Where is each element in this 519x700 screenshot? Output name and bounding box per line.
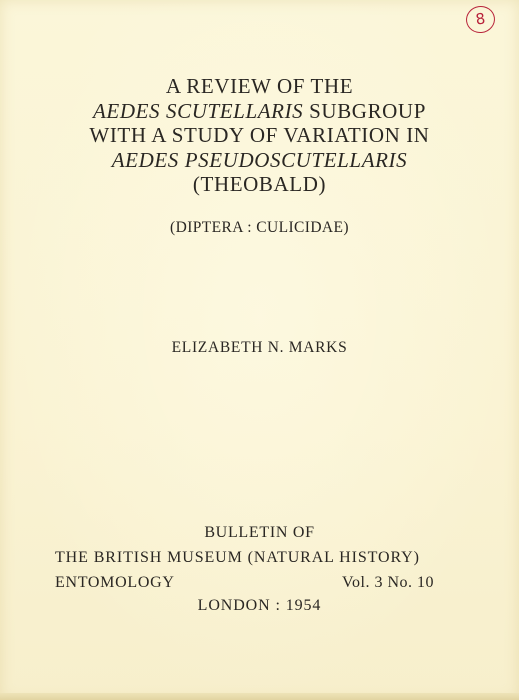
handwritten-catalog-number: 8 (464, 4, 496, 35)
bulletin-line-1: BULLETIN OF (204, 524, 315, 541)
title-line-2-genus-species: AEDES SCUTELLARIS (93, 98, 304, 123)
title-line-2 (0, 99, 519, 124)
bulletin-volume: Vol. 3 No. 10 (342, 574, 434, 591)
title-line-4: AEDES PSEUDOSCUTELLARIS (111, 147, 408, 172)
title-line-1: A REVIEW OF THE (165, 74, 354, 98)
bulletin-publisher: THE BRITISH MUSEUM (NATURAL HISTORY) (55, 549, 420, 566)
author-name: ELIZABETH N. MARKS (171, 339, 348, 356)
title-line-5: (THEOBALD) (192, 172, 327, 197)
title-line-3: WITH A STUDY OF VARIATION IN (89, 123, 430, 148)
subtitle-taxonomy: (DIPTERA : CULICIDAE) (170, 219, 349, 236)
page-bottom-edge (0, 693, 519, 700)
bulletin-series: ENTOMOLOGY (55, 574, 175, 591)
bulletin-imprint: LONDON : 1954 (197, 597, 322, 614)
title-block (0, 74, 519, 197)
title-line-2-rest: SUBGROUP (303, 98, 426, 123)
